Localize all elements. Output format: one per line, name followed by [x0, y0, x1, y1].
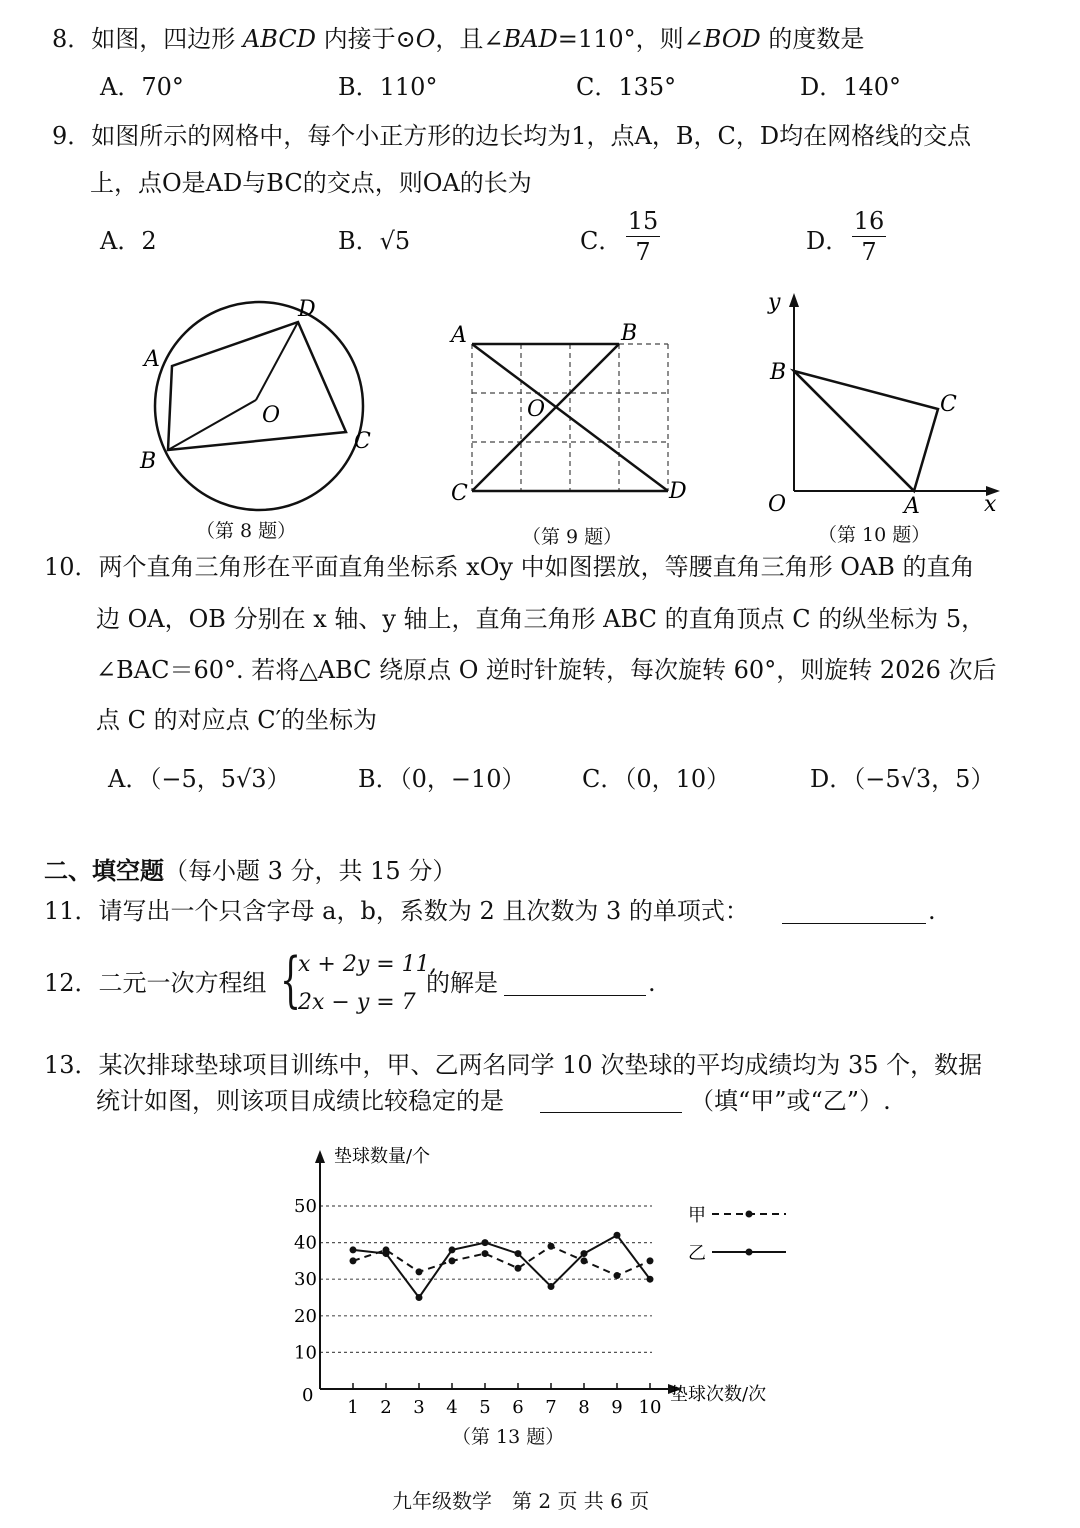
fig10-label-y: y	[768, 290, 781, 315]
fig10-label-x: x	[984, 492, 997, 517]
q12-answer-blank[interactable]	[504, 994, 646, 996]
q8-option-a: A．70°	[100, 73, 184, 101]
x-tick-label-7: 7	[545, 1397, 557, 1418]
chart-y-axis-label: 垫球数量/个	[334, 1146, 431, 1167]
q12-end: .	[648, 969, 656, 997]
legend-marker-jia	[746, 1211, 753, 1218]
x-tick-label-5: 5	[479, 1397, 491, 1418]
point-jia-10	[647, 1257, 654, 1264]
y-tick-label-20: 20	[294, 1305, 317, 1327]
q9-option-c: C．	[580, 227, 623, 255]
fig8-label-d: D	[298, 297, 316, 322]
q9-option-d-fraction: 16 7	[853, 207, 885, 266]
q11-end: .	[928, 897, 936, 925]
series-line-yi	[353, 1235, 650, 1297]
point-jia-9	[614, 1272, 621, 1279]
q10-stem-line4: 点 C 的对应点 C′的坐标为	[96, 706, 378, 734]
fig10-label-b: B	[770, 360, 787, 385]
x-tick-label-2: 2	[380, 1397, 392, 1418]
point-jia-5	[482, 1250, 489, 1257]
q13-stem-line2b: （填“甲”或“乙”）.	[690, 1087, 891, 1115]
chart-x-axis-label: 垫球次数/次	[670, 1384, 767, 1405]
q9-option-b: B．√5	[338, 227, 411, 255]
point-yi-8	[581, 1250, 588, 1257]
q9-option-c-fraction: 15 7	[627, 207, 659, 266]
q10-option-c: C．（0，10）	[582, 765, 731, 793]
fig9-label-a: A	[451, 323, 467, 348]
q8-stem: 8．如图，四边形 ABCD 内接于⊙O，且∠BAD=110°，则∠BOD 的度数是	[52, 25, 865, 53]
segment-bc	[472, 344, 619, 491]
q10-option-a: A．（−5，5√3）	[108, 765, 291, 793]
q11-stem: 11．请写出一个只含字母 a，b，系数为 2 且次数为 3 的单项式：	[44, 897, 749, 925]
q12-suffix: 的解是	[426, 969, 498, 997]
x-tick-label-6: 6	[512, 1397, 524, 1418]
figure-10-coordinate-diagram	[760, 285, 1020, 519]
q13-stem-line2a: 统计如图，则该项目成绩比较稳定的是	[96, 1087, 504, 1115]
q12-brace: {	[280, 945, 302, 1015]
page-footer: 九年级数学 第 2 页 共 6 页	[392, 1489, 650, 1513]
point-yi-10	[647, 1276, 654, 1283]
q10-option-b: B．（0，−10）	[358, 765, 526, 793]
q9-option-a: A．2	[100, 227, 157, 255]
chart-y-axis-arrow	[315, 1150, 325, 1163]
q9-option-d: D．	[806, 227, 850, 255]
point-jia-8	[581, 1257, 588, 1264]
q13-stem-line1: 13．某次排球垫球项目训练中，甲、乙两名同学 10 次垫球的平均成绩均为 35 个，数据	[44, 1051, 983, 1079]
point-yi-7	[548, 1283, 555, 1290]
segment-ab	[794, 371, 914, 491]
fig9-label-c: C	[451, 481, 468, 506]
fig10-label-o: O	[768, 492, 787, 517]
fig9-label-d: D	[669, 479, 687, 504]
fig9-label-b: B	[621, 321, 638, 346]
x-tick-label-8: 8	[578, 1397, 590, 1418]
fig8-label-b: B	[140, 449, 157, 474]
q9-stem-line1: 9．如图所示的网格中，每个小正方形的边长均为1，点A，B，C，D均在网格线的交点	[52, 122, 972, 150]
q10-stem-line1: 10．两个直角三角形在平面直角坐标系 xOy 中如图摆放，等腰直角三角形 OAB 的直角	[44, 553, 975, 581]
y-tick-label-40: 40	[294, 1232, 317, 1254]
quadrilateral-abcd	[168, 322, 346, 450]
q12-prefix: 12．二元一次方程组	[44, 969, 267, 997]
q8-option-c: C．135°	[576, 73, 677, 101]
point-jia-1	[350, 1257, 357, 1264]
y-axis-arrow	[789, 293, 799, 307]
fig9-label-o: O	[527, 397, 546, 422]
q11-answer-blank[interactable]	[782, 922, 926, 924]
q13-line-chart	[290, 1148, 810, 1418]
y-tick-label-0: 0	[302, 1385, 314, 1406]
section-2-heading: 二、填空题（每小题 3 分，共 15 分）	[44, 856, 457, 885]
point-jia-7	[548, 1243, 555, 1250]
x-tick-label-3: 3	[413, 1397, 425, 1418]
point-yi-2	[383, 1250, 390, 1257]
q10-stem-line3: ∠BAC＝60°. 若将△ABC 绕原点 O 逆时针旋转，每次旋转 60°，则旋转 2026 次后	[96, 656, 997, 684]
point-yi-1	[350, 1246, 357, 1253]
point-yi-4	[449, 1246, 456, 1253]
x-tick-label-1: 1	[347, 1397, 359, 1418]
q10-stem-line2: 边 OA，OB 分别在 x 轴、y 轴上，直角三角形 ABC 的直角顶点 C 的纵坐标为 5，	[96, 605, 986, 633]
figure-13-caption: （第 13 题）	[452, 1426, 565, 1448]
figure-8-caption: （第 8 题）	[196, 520, 297, 542]
point-jia-6	[515, 1265, 522, 1272]
triangle-abc	[794, 371, 938, 491]
chart-grid	[320, 1206, 652, 1352]
fig8-label-a: A	[144, 347, 160, 372]
q10-option-d: D．（−5√3，5）	[810, 765, 995, 793]
legend-label-jia: 甲	[688, 1205, 706, 1226]
q13-answer-blank[interactable]	[540, 1111, 682, 1113]
legend-label-yi: 乙	[688, 1243, 706, 1264]
point-jia-3	[416, 1268, 423, 1275]
figure-9-caption: （第 9 题）	[522, 526, 623, 548]
series-line-jia	[353, 1246, 650, 1275]
figure-10-caption: （第 10 题）	[818, 524, 931, 546]
legend-marker-yi	[746, 1249, 753, 1256]
x-tick-label-9: 9	[611, 1397, 623, 1418]
figure-9-grid-diagram	[445, 320, 695, 520]
point-yi-6	[515, 1250, 522, 1257]
point-yi-3	[416, 1294, 423, 1301]
x-tick-label-10: 10	[638, 1397, 662, 1418]
x-tick-label-4: 4	[446, 1397, 458, 1418]
q8-option-d: D．140°	[800, 73, 902, 101]
point-yi-9	[614, 1232, 621, 1239]
fig10-label-c: C	[940, 392, 957, 417]
y-tick-label-50: 50	[294, 1196, 317, 1217]
fig10-label-a: A	[904, 494, 920, 519]
y-tick-label-30: 30	[294, 1269, 317, 1291]
point-yi-5	[482, 1239, 489, 1246]
y-tick-label-10: 10	[294, 1342, 317, 1364]
chart-legend	[688, 1205, 786, 1264]
q12-equation-2: 2x − y = 7	[298, 990, 416, 1015]
q9-stem-line2: 上，点O是AD与BC的交点，则OA的长为	[90, 169, 532, 197]
circle-o	[155, 302, 363, 510]
figure-8-circle-diagram	[140, 290, 380, 520]
q8-option-b: B．110°	[338, 73, 438, 101]
fig8-label-o: O	[262, 403, 281, 428]
point-jia-4	[449, 1257, 456, 1264]
q12-equation-1: x + 2y = 11,	[298, 952, 437, 977]
fig8-label-c: C	[354, 429, 371, 454]
